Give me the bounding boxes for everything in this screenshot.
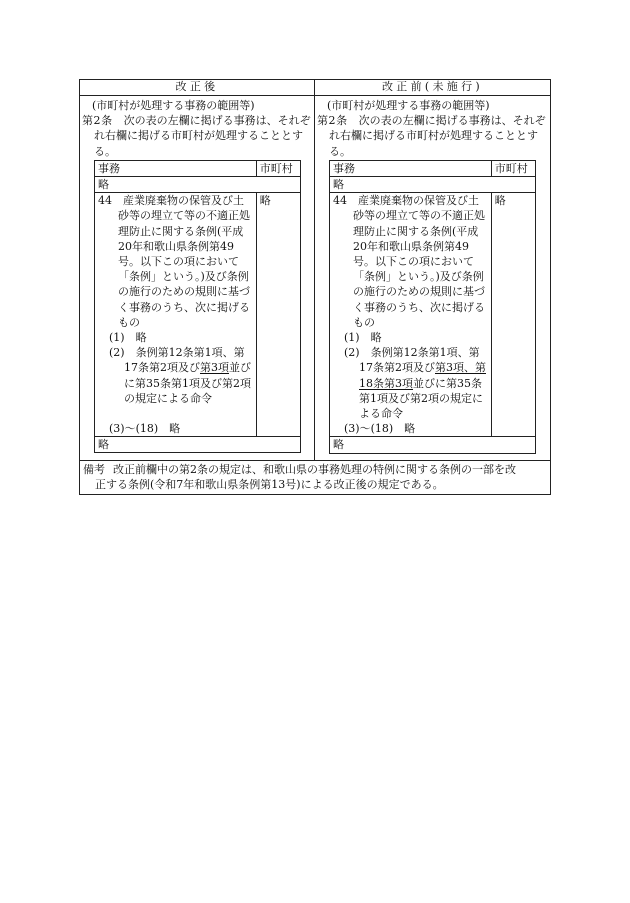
subitem-2-post: 並びに第35条第1項及び第2項の規定による命令 [359, 376, 483, 421]
table-row [95, 177, 301, 193]
header-city: 市町村 [491, 160, 535, 176]
table-header-row [95, 160, 301, 176]
amended-text-underlined: 第3項、第18条第3項 [359, 361, 486, 390]
article-body: 次の表の左欄に掲げる事務は、それぞれ右欄に掲げる市町村が処理することとする。 [94, 114, 311, 158]
row-omitted: 略 [95, 177, 301, 193]
row-omitted: 略 [330, 437, 536, 453]
item-44-text: 44 産業廃棄物の保管及び土砂等の埋立て等の不適正処理防止に関する条例(平成20年和歌山県条例第49号。以下この項において「条例」という。)及び条例の施行のための規則に基づく事務のうち、次に掲げるもの [333, 194, 485, 329]
city-cell: 略 [491, 193, 535, 437]
subitem-2 [98, 345, 253, 406]
header-jimu: 事務 [330, 160, 492, 176]
table-row [95, 437, 301, 453]
item-44-cell [95, 193, 257, 437]
table-row [330, 193, 536, 437]
item-44-text: 44 産業廃棄物の保管及び土砂等の埋立て等の不適正処理防止に関する条例(平成20年和歌山県条例第49号。以下この項において「条例」という。)及び条例の施行のための規則に基づく事務のうち、次に掲げるもの [98, 194, 250, 329]
header-jimu: 事務 [95, 160, 257, 176]
column-body-after [80, 96, 314, 459]
remarks-label: 備考 [83, 462, 105, 476]
remarks-line-1 [83, 462, 546, 477]
article-heading: (市町村が処理する事務の範囲等) [327, 99, 490, 112]
city-cell: 略 [256, 193, 300, 437]
subitem-3-18: (3)～(18) 略 [109, 422, 181, 436]
column-before [315, 80, 550, 460]
subitem-2-post: 並びに第35条第1項及び第2項の規定による命令 [124, 361, 251, 405]
subitem-1: (1) 略 [344, 331, 382, 345]
subitem-2-pre: (2) 条例第12条第1項、第17条第2項及び [109, 346, 245, 375]
table-row [330, 177, 536, 193]
office-table [94, 160, 301, 454]
comparison-columns [80, 80, 550, 460]
article-heading: (市町村が処理する事務の範囲等) [92, 99, 255, 112]
column-after [80, 80, 315, 460]
column-header-before: 改正前(未施行) [315, 80, 550, 96]
subitem-2-pre: (2) 条例第12条第1項、第17条第2項及び [344, 346, 480, 375]
row-omitted: 略 [330, 177, 536, 193]
item-44-cell [330, 193, 492, 437]
article-number: 第2条 [82, 114, 113, 128]
remarks [80, 460, 550, 494]
subitem-1: (1) 略 [109, 331, 147, 345]
subitem-2 [333, 345, 488, 421]
row-omitted: 略 [95, 437, 301, 453]
column-body-before [315, 96, 550, 460]
office-table [329, 160, 536, 454]
table-row [330, 437, 536, 453]
remarks-text-1: 改正前欄中の第2条の規定は、和歌山県の事務処理の特例に関する条例の一部を改 [113, 462, 516, 476]
comparison-table [79, 79, 551, 495]
article-text [82, 113, 312, 159]
table-header-row [330, 160, 536, 176]
article-body: 次の表の左欄に掲げる事務は、それぞれ右欄に掲げる市町村が処理することとする。 [329, 114, 546, 158]
article-number: 第2条 [317, 114, 348, 128]
article-text [317, 113, 548, 159]
table-row [95, 193, 301, 437]
subitem-3-18: (3)～(18) 略 [344, 422, 416, 436]
column-header-after: 改正後 [80, 80, 314, 96]
amended-text-underlined: 第3項 [200, 361, 229, 375]
header-city: 市町村 [256, 160, 300, 176]
remarks-line-2: 正する条例(令和7年和歌山県条例第13号)による改正後の規定である。 [95, 477, 444, 491]
